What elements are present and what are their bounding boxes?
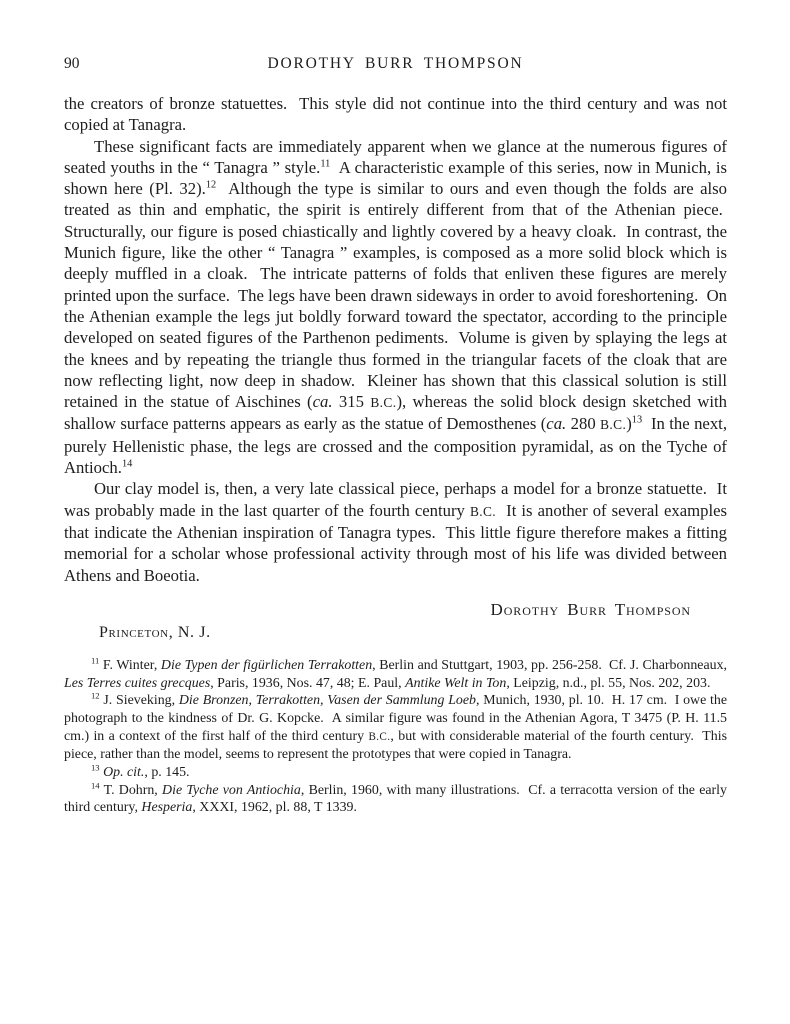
body-paragraph-2: These significant facts are immediately apparent when we glance at the numerous figures of seated youths in the “ Tanagra ” style.$^{11}$ A characteristic example of this series, now in Munich, is shown here (Pl. 32).$^{12}$ Although the type is similar to ours and even though the folds are also treated as thin and emphatic, the spirit is entirely different from that of the Athenian piece. Structurally, our figure is posed chiastically and lightly covered by a heavy cloak. In contrast, the Munich figure, like the other “ Tanagra ” examples, is composed as a more solid block which is deeply muffled in a cloak. The intricate patterns of folds that enliven these figures are merely printed upon the surface. The legs have been drawn sideways in order to avoid foreshortening. On the Athenian example the legs jut boldly forward toward the spectator, according to the principle developed on seated figures of the Parthenon pediments. Volume is given by splaying the legs at the knees and by repeating the triangle thus formed in the triangular facets of the cloak that are now reflecting light, now deep in shadow. Kleiner has shown that this classical solution is still retained in the statue of Aischines (ca. 315 B.C.), whereas the solid block design sketched with shallow surface patterns appears as early as the statue of Demosthenes (ca. 280 B.C.)$^{13}$ In the next, purely Hellenistic phase, the legs are crossed and the composition pyramidal, as on the Tyche of Antioch.$^{14}$ bbox=[64, 136, 727, 478]
page-number: 90 bbox=[64, 55, 80, 72]
footnote-12: $^{12}$ J. Sieveking, Die Bronzen, Terrakotten, Vasen der Sammlung Loeb, Munich, 1930, pl. 10. H. 17 cm. I owe the photograph to the kindness of Dr. G. Kopcke. A similar figure was found in the Athenian Agora, T 3475 (P. H. 11.5 cm.) in a context of the first half of the third century B.C., but with considerable material of the fourth century. This piece, rather than the model, seems to represent the prototypes that were copied in Tanagra. bbox=[64, 690, 727, 763]
footnote-14: $^{14}$ T. Dohrn, Die Tyche von Antiochia, Berlin, 1960, with many illustrations. Cf. a terracotta version of the early third century, Hesperia, XXXI, 1962, pl. 88, T 1339. bbox=[64, 780, 727, 816]
footnotes-section bbox=[64, 657, 727, 817]
footnote-13: $^{13}$ Op. cit., p. 145. bbox=[91, 762, 190, 781]
body-paragraph-1: the creators of bronze statuettes. This style did not continue into the third century and was not copied at Tanagra. bbox=[64, 94, 727, 135]
body-paragraph-3: Our clay model is, then, a very late classical piece, perhaps a model for a bronze statuette. It was probably made in the last quarter of the fourth century B.C. It is another of several examples that indicate the Athenian inspiration of Tanagra types. This little figure therefore makes a fitting memorial for a scholar whose professional activity through most of his life was divided between Athens and Boeotia. bbox=[64, 479, 727, 585]
running-header-title: DOROTHY BURR THOMPSON bbox=[267, 55, 524, 72]
article-body bbox=[64, 93, 727, 817]
signature-place: Princeton, N. J. bbox=[99, 623, 211, 641]
signature-author: Dorothy Burr Thompson bbox=[490, 599, 691, 619]
footnote-11: $^{11}$ F. Winter, Die Typen der figürlichen Terrakotten, Berlin and Stuttgart, 1903, pp. 256-258. Cf. J. Charbonneaux, Les Terres cuites grecques, Paris, 1936, Nos. 47, 48; E. Paul, Antike Welt in Ton, Leipzig, n.d., pl. 55, Nos. 202, 203. bbox=[64, 655, 727, 691]
running-head bbox=[64, 55, 727, 74]
